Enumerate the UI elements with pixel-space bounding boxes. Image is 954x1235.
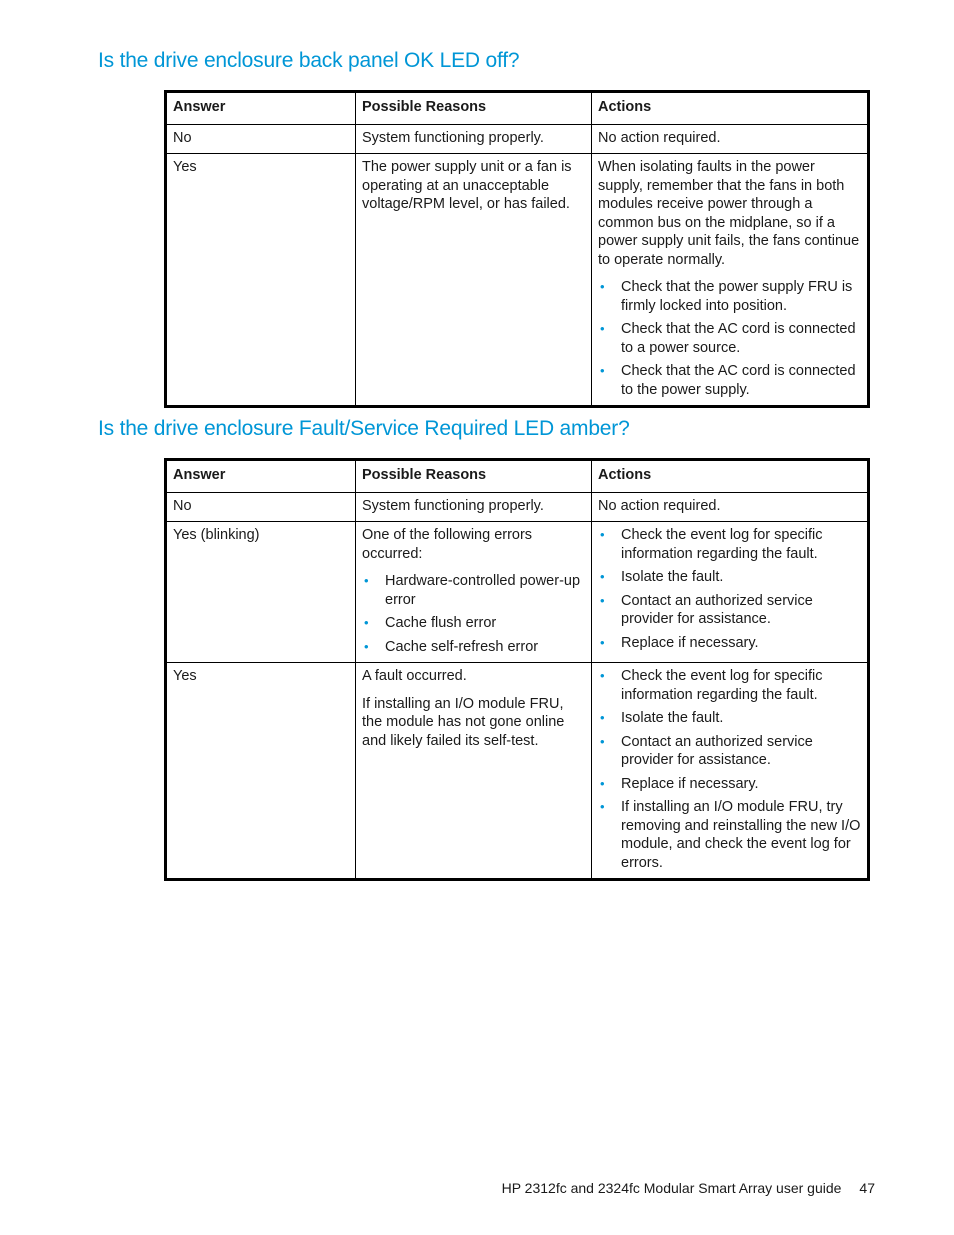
list-item <box>362 638 585 657</box>
column-header-actions: Actions <box>592 460 869 493</box>
list-item <box>598 568 861 587</box>
bullet-icon: • <box>364 638 369 654</box>
reason-text: The power supply unit or a fan is operating at an unacceptable voltage/RPM level, or has failed. <box>362 159 572 212</box>
list-item-text: Replace if necessary. <box>621 634 759 651</box>
list-item <box>362 614 585 633</box>
list-item <box>598 278 861 315</box>
list-item <box>598 592 861 629</box>
bullet-icon: • <box>600 775 605 791</box>
ok-led-table <box>164 90 870 408</box>
page-footer <box>502 1180 875 1196</box>
list-item <box>598 667 861 704</box>
page-number: 47 <box>859 1180 875 1196</box>
table-header-row <box>166 460 869 493</box>
footer-document-title: HP 2312fc and 2324fc Modular Smart Array user guide <box>501 1180 842 1196</box>
table-row <box>166 663 869 880</box>
list-item-text: Cache flush error <box>385 615 497 631</box>
bullet-icon: • <box>600 363 605 378</box>
action-cell: No action required. <box>592 492 869 522</box>
bullet-icon: • <box>600 799 605 814</box>
bullet-icon: • <box>364 573 369 588</box>
list-item <box>598 526 861 563</box>
column-header-possible-reasons: Possible Reasons <box>356 92 592 125</box>
table-header-row <box>166 92 869 125</box>
column-header-possible-reasons: Possible Reasons <box>356 460 592 493</box>
table-row <box>166 154 869 407</box>
list-item-text: Cache self-refresh error <box>385 638 539 655</box>
list-item-text: Contact an authorized service provider for assistance. <box>621 592 813 627</box>
column-header-actions: Actions <box>592 92 869 125</box>
table-row <box>166 124 869 154</box>
list-item-text: Isolate the fault. <box>621 710 724 726</box>
bullet-icon: • <box>600 733 605 749</box>
bullet-icon: • <box>600 592 605 608</box>
answer-cell: No <box>166 492 356 522</box>
reason-cell <box>356 154 592 407</box>
bullet-icon: • <box>600 634 605 650</box>
answer-cell: No <box>166 124 356 154</box>
list-item-text: Check that the power supply FRU is firmly locked into position. <box>621 279 853 314</box>
list-item <box>598 733 861 770</box>
table-row <box>166 492 869 522</box>
list-item-text: Check the event log for specific information regarding the fault. <box>621 527 823 562</box>
list-item-text: Check that the AC cord is connected to a power source. <box>621 321 856 356</box>
section-heading-fault-led: Is the drive enclosure Fault/Service Required LED amber? <box>98 417 630 440</box>
answer-cell: Yes (blinking) <box>166 522 356 663</box>
list-item-text: Isolate the fault. <box>621 569 724 585</box>
action-cell <box>592 154 869 407</box>
list-item <box>598 709 861 728</box>
reason-cell: System functioning properly. <box>356 492 592 522</box>
bullet-icon: • <box>600 569 605 584</box>
action-cell <box>592 522 869 663</box>
bullet-icon: • <box>600 710 605 725</box>
action-bullet-list <box>598 278 861 399</box>
section-heading-ok-led: Is the drive enclosure back panel OK LED off? <box>98 49 520 72</box>
bullet-icon: • <box>600 279 605 294</box>
list-item <box>598 775 861 794</box>
action-bullet-list <box>598 667 861 872</box>
fault-led-table <box>164 458 870 881</box>
action-text: When isolating faults in the power supply, remember that the fans in both modules receive power through a common bus on the midplane, so if a power supply unit fails, the fans continue to operate normally. <box>598 159 860 268</box>
list-item-text: Check the event log for specific information regarding the fault. <box>621 668 823 703</box>
column-header-answer: Answer <box>166 92 356 125</box>
list-item-text: Check that the AC cord is connected to the power supply. <box>621 363 856 398</box>
bullet-icon: • <box>364 615 369 630</box>
reason-text: A fault occurred. <box>362 668 467 684</box>
reason-cell <box>356 522 592 663</box>
answer-cell: Yes <box>166 154 356 407</box>
reason-text: One of the following errors occurred: <box>362 527 533 562</box>
bullet-icon: • <box>600 321 605 336</box>
list-item <box>598 320 861 357</box>
action-cell <box>592 663 869 880</box>
table-row <box>166 522 869 663</box>
action-cell: No action required. <box>592 124 869 154</box>
column-header-answer: Answer <box>166 460 356 493</box>
answer-cell: Yes <box>166 663 356 880</box>
list-item <box>598 634 861 653</box>
reason-cell: System functioning properly. <box>356 124 592 154</box>
list-item <box>362 572 585 609</box>
list-item-text: Replace if necessary. <box>621 775 759 792</box>
bullet-icon: • <box>600 527 605 542</box>
list-item-text: Hardware-controlled power-up error <box>385 573 581 608</box>
reason-extra-text: If installing an I/O module FRU, the module has not gone online and likely failed its self-test. <box>362 695 565 749</box>
action-bullet-list <box>598 526 861 652</box>
bullet-icon: • <box>600 668 605 683</box>
reason-cell <box>356 663 592 880</box>
list-item-text: If installing an I/O module FRU, try removing and reinstalling the new I/O module, and check the event log for errors. <box>621 799 861 871</box>
list-item <box>598 798 861 872</box>
list-item-text: Contact an authorized service provider for assistance. <box>621 733 813 768</box>
list-item <box>598 362 861 399</box>
reason-bullet-list <box>362 572 585 656</box>
